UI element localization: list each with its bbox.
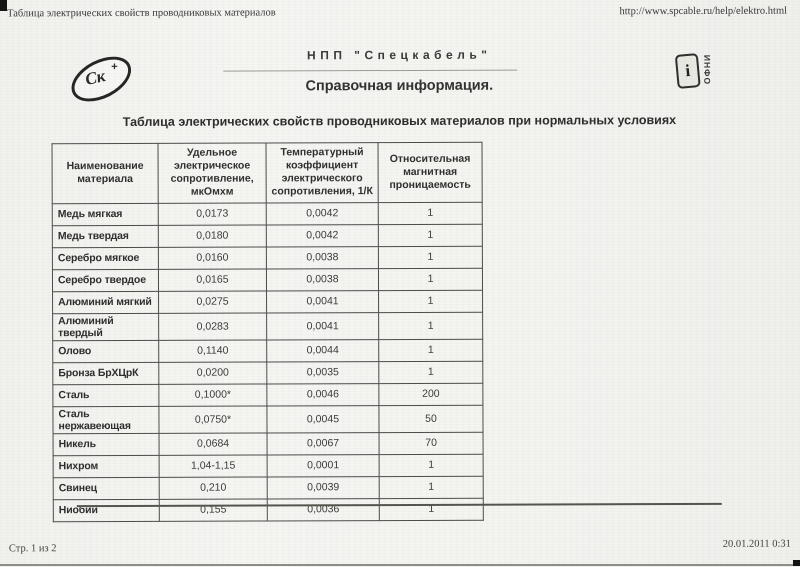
table-row bbox=[52, 202, 482, 226]
scan-artifact-top-left bbox=[0, 0, 7, 11]
permeability-cell: 1 bbox=[379, 498, 483, 520]
table-row bbox=[53, 498, 483, 522]
document-title: Таблица электрических свойств проводниковых материалов при нормальных условиях bbox=[122, 113, 677, 129]
permeability-cell: 1 bbox=[379, 476, 483, 498]
material-name-cell: Нихром bbox=[53, 455, 159, 477]
table-row bbox=[53, 432, 483, 456]
column-header-material: Наименование материала bbox=[52, 143, 158, 203]
resistivity-cell: 0,155 bbox=[159, 499, 267, 521]
table-row bbox=[53, 312, 483, 341]
temp-coeff-cell: 0,0044 bbox=[267, 339, 379, 361]
material-name-cell: Ниобий bbox=[53, 499, 159, 521]
temp-coeff-cell: 0,0038 bbox=[266, 268, 378, 290]
print-footer-timestamp: 20.01.2011 0:31 bbox=[722, 538, 791, 550]
table-row bbox=[52, 224, 482, 248]
material-name-cell: Серебро твердое bbox=[52, 269, 158, 291]
resistivity-cell: 0,1000* bbox=[159, 384, 267, 406]
table-row bbox=[53, 476, 483, 500]
resistivity-cell: 0,0165 bbox=[158, 268, 266, 290]
material-name-cell: Свинец bbox=[53, 477, 159, 499]
materials-table-wrapper bbox=[52, 142, 484, 522]
resistivity-cell: 0,0160 bbox=[158, 246, 266, 268]
permeability-cell: 200 bbox=[379, 383, 483, 405]
temp-coeff-cell: 0,0001 bbox=[267, 454, 379, 476]
info-badge-label: ИНФО bbox=[702, 54, 713, 86]
permeability-cell: 1 bbox=[379, 290, 483, 312]
temp-coeff-cell: 0,0042 bbox=[266, 202, 378, 224]
permeability-cell: 1 bbox=[378, 246, 482, 268]
print-header-title: Таблица электрических свойств проводниковых материалов bbox=[7, 7, 276, 20]
company-name: НПП "Спецкабель" bbox=[306, 47, 492, 63]
temp-coeff-cell: 0,0045 bbox=[267, 405, 379, 433]
temp-coeff-cell: 0,0039 bbox=[267, 476, 379, 498]
material-name-cell: Бронза БрХЦрК bbox=[53, 362, 159, 384]
permeability-cell: 1 bbox=[378, 268, 482, 290]
table-row bbox=[53, 339, 483, 363]
letterhead-divider bbox=[223, 70, 517, 72]
material-name-cell: Никель bbox=[53, 433, 159, 455]
table-header bbox=[52, 142, 482, 203]
logo-plus-icon: + bbox=[111, 60, 118, 74]
temp-coeff-cell: 0,0036 bbox=[267, 498, 379, 520]
table-row bbox=[53, 454, 483, 478]
print-header-url: http://www.spcable.ru/help/elektro.html bbox=[619, 5, 788, 18]
resistivity-cell: 1,04-1,15 bbox=[159, 455, 267, 477]
permeability-cell: 1 bbox=[379, 361, 483, 383]
table-row bbox=[53, 290, 483, 314]
permeability-cell: 1 bbox=[379, 339, 483, 361]
resistivity-cell: 0,0180 bbox=[158, 224, 266, 246]
permeability-cell: 1 bbox=[378, 224, 482, 246]
temp-coeff-cell: 0,0042 bbox=[266, 224, 378, 246]
table-row bbox=[53, 361, 483, 385]
material-name-cell: Медь мягкая bbox=[52, 203, 158, 225]
permeability-cell: 1 bbox=[379, 454, 483, 476]
permeability-cell: 50 bbox=[379, 405, 483, 432]
resistivity-cell: 0,0200 bbox=[159, 362, 267, 384]
material-name-cell: Алюминий мягкий bbox=[53, 291, 159, 313]
resistivity-cell: 0,0750* bbox=[159, 406, 267, 434]
scan-artifact-bottom-right bbox=[793, 560, 800, 566]
letterhead-subtitle: Справочная информация. bbox=[305, 77, 494, 95]
logo-monogram: Ск bbox=[83, 66, 107, 89]
column-header-resistivity: Удельное электрическое сопротивление, мкОмхм bbox=[158, 143, 266, 203]
material-name-cell: Олово bbox=[53, 340, 159, 362]
resistivity-cell: 0,210 bbox=[159, 477, 267, 499]
permeability-cell: 70 bbox=[379, 432, 483, 454]
print-footer-page-number: Стр. 1 из 2 bbox=[8, 543, 57, 555]
permeability-cell: 1 bbox=[378, 202, 482, 224]
table-row bbox=[53, 383, 483, 407]
permeability-cell: 1 bbox=[379, 312, 483, 339]
table-row bbox=[52, 246, 482, 270]
material-name-cell: Серебро мягкое bbox=[52, 247, 158, 269]
table-row bbox=[52, 268, 482, 292]
table-row bbox=[53, 405, 483, 434]
resistivity-cell: 0,0283 bbox=[159, 312, 267, 340]
temp-coeff-cell: 0,0035 bbox=[267, 361, 379, 383]
resistivity-cell: 0,1140 bbox=[159, 340, 267, 362]
material-name-cell: Сталь нержавеющая bbox=[53, 406, 159, 433]
info-badge-icon: i bbox=[675, 53, 701, 89]
temp-coeff-cell: 0,0041 bbox=[267, 290, 379, 312]
temp-coeff-cell: 0,0041 bbox=[267, 312, 379, 340]
resistivity-cell: 0,0173 bbox=[158, 202, 266, 224]
material-name-cell: Алюминий твердый bbox=[53, 313, 159, 340]
resistivity-cell: 0,0275 bbox=[159, 290, 267, 312]
resistivity-cell: 0,0684 bbox=[159, 433, 267, 455]
temp-coeff-cell: 0,0046 bbox=[267, 383, 379, 405]
temp-coeff-cell: 0,0038 bbox=[266, 246, 378, 268]
material-name-cell: Медь твердая bbox=[52, 225, 158, 247]
materials-table-body bbox=[52, 202, 483, 522]
materials-table bbox=[52, 142, 484, 522]
column-header-permeability: Относительная магнитная проницаемость bbox=[378, 142, 482, 202]
temp-coeff-cell: 0,0067 bbox=[267, 432, 379, 454]
material-name-cell: Сталь bbox=[53, 384, 159, 406]
column-header-temp-coeff: Температурный коэффициент электрического сопротивления, 1/К bbox=[266, 143, 378, 203]
